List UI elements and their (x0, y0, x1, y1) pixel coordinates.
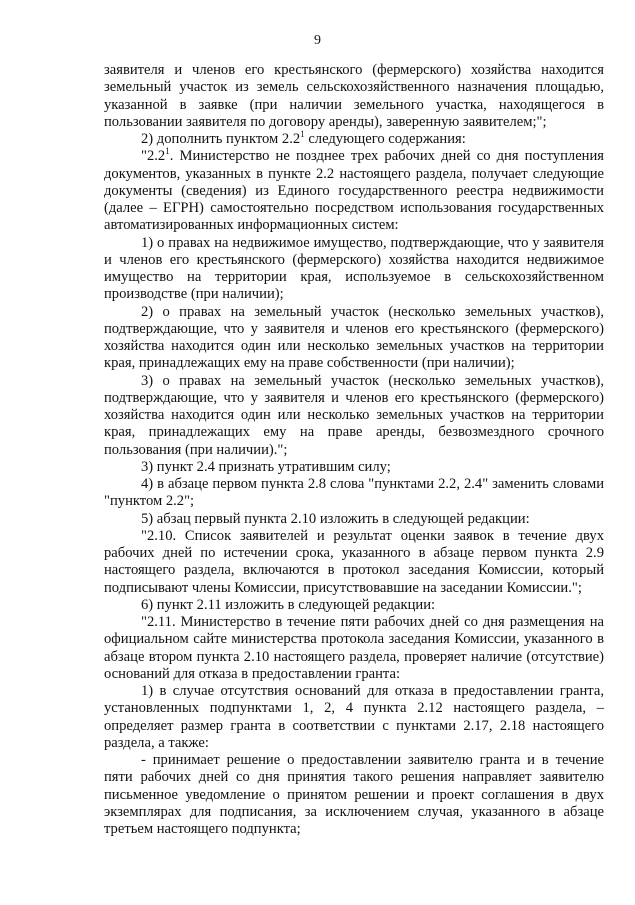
paragraph-amendment-3 (104, 459, 604, 476)
paragraph-text-after: следующего содержания: (304, 131, 466, 147)
paragraph-text: - принимает решение о предоставлении заявителю гранта и в течение пяти рабочих дней со дня принятия такого решения направляет заявителю письменное уведомление о принятом решении и проект соглашения в двух экземплярах для подписания, за исключением случая, указанного в абзаце третьем настоящего подпункта; (104, 752, 604, 837)
paragraph-text: 4) в абзаце первом пункта 2.8 слова "пунктами 2.2, 2.4" заменить словами "пунктом 2.2"; (104, 476, 604, 510)
superscript: 1 (300, 129, 305, 140)
paragraph-subitem-2 (104, 304, 604, 373)
paragraph-text: "2.11. Министерство в течение пяти рабочих дней со дня размещения на официальном сайте министерства протокола заседания Комиссии, указанного в абзаце втором пункта 2.10 настоящего раздела, проверяет наличие (отсутствие) оснований для отказа в предоставлении гранта: (104, 614, 604, 682)
paragraph-text: 6) пункт 2.11 изложить в следующей редакции: (141, 596, 436, 613)
paragraph-clause-2-10 (104, 528, 604, 597)
paragraph-text: 1) о правах на недвижимое имущество, подтверждающие, что у заявителя и членов его крестьянского (фермерского) хозяйства находится недвижимое имущество на территории края, используемое в сельскохозяйственном производстве (при наличии); (104, 234, 604, 303)
superscript: 1 (165, 146, 170, 157)
paragraph-text: заявителя и членов его крестьянского (фермерского) хозяйства находится земельный участок из земель сельскохозяйственного назначения площадью, указанной в заявке (при наличии земельного участка, находящегося в пользовании заявителя по договору аренды), заверенную заявителем;"; (104, 62, 604, 130)
paragraph-text: 3) пункт 2.4 признать утратившим силу; (141, 458, 391, 475)
paragraph-clause-2-11 (104, 614, 604, 683)
paragraph-amendment-5 (104, 511, 604, 528)
document-body (104, 62, 604, 838)
page-number: 9 (314, 33, 321, 48)
paragraph-continuation (104, 62, 604, 131)
paragraph-clause-2-11-dash-item (104, 752, 604, 838)
paragraph-amendment-6 (104, 597, 604, 614)
paragraph-text: "2.2 (141, 148, 166, 165)
paragraph-text: 3) о правах на земельный участок (несколько земельных участков), подтверждающие, что у заявителя и членов его крестьянского (фермерского) хозяйства находится один или несколько земельных участков на территории края, принадлежащих ему на праве аренды, безвозмездного срочного пользования (при наличии)."; (104, 372, 604, 458)
paragraph-text-after: . Министерство не позднее трех рабочих дней со дня поступления документов, указанных в пункте 2.2 настоящего раздела, получает следующие документы (сведения) из Единого государственного реестра недвижимости (далее – ЕГРН) самостоятельно посредством использования государственных автоматизированных информационных систем: (104, 148, 604, 234)
paragraph-text: 5) абзац первый пункта 2.10 изложить в следующей редакции: (141, 510, 530, 527)
paragraph-subitem-3 (104, 373, 604, 459)
paragraph-text: 1) в случае отсутствия оснований для отказа в предоставлении гранта, установленных подпунктами 1, 2, 4 пункта 2.12 настоящего раздела, – определяет размер гранта в соответствии с пунктами 2.17, 2.18 настоящего раздела, а также: (104, 683, 604, 751)
paragraph-clause-2-11-item-1 (104, 683, 604, 752)
paragraph-text: "2.10. Список заявителей и результат оценки заявок в течение двух рабочих дней по истечении срока, указанного в абзаце первом пункта 2.9 настоящего раздела, включаются в протокол заседания Комиссии, который подписывают члены Комиссии, присутствовавшие на заседании Комиссии."; (104, 527, 604, 596)
paragraph-clause-2-2-1 (104, 148, 604, 234)
paragraph-text: 2) о правах на земельный участок (несколько земельных участков), подтверждающие, что у заявителя и членов его крестьянского (фермерского) хозяйства находится один или несколько земельных участков на территории края, принадлежащих ему на праве собственности (при наличии); (104, 303, 604, 372)
paragraph-amendment-4 (104, 476, 604, 511)
paragraph-text: 2) дополнить пунктом 2.2 (141, 131, 301, 147)
paragraph-amendment-2 (104, 131, 604, 148)
paragraph-subitem-1 (104, 235, 604, 304)
